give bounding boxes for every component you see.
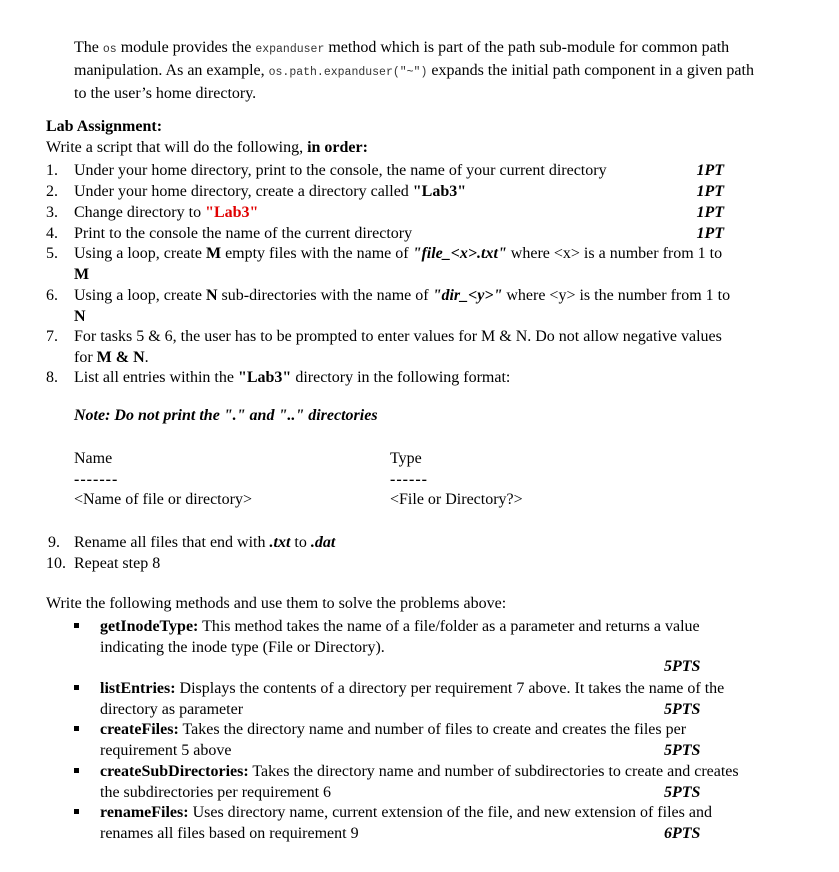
method-desc: This method takes the name of a file/folder as a parameter and returns a value indicating the inode type (File or Directory). — [100, 618, 700, 656]
task-number: 5. — [46, 245, 58, 262]
column-dash-name: ------- — [74, 471, 119, 488]
task-number: 7. — [46, 328, 58, 345]
task-text-part: where <x> is a number from 1 to — [506, 245, 723, 262]
methods-intro: Write the following methods and use them to solve the problems above: — [46, 595, 507, 612]
note-text: Note: Do not print the "." and ".." directories — [74, 407, 378, 424]
task-text-part: Using a loop, create — [74, 245, 206, 262]
var-m: M — [74, 266, 90, 283]
file-pattern: "file_<x>.txt" — [412, 245, 507, 262]
bullet-square-icon — [74, 623, 79, 628]
task-text-part: directory in the following format: — [291, 369, 511, 386]
intro-text: module provides the — [116, 39, 256, 56]
method-text — [100, 678, 740, 720]
task-number: 4. — [46, 225, 58, 242]
var-n: N — [74, 308, 86, 325]
os-code: os — [102, 43, 117, 56]
task-text-part: Using a loop, create — [74, 287, 206, 304]
task-text — [74, 202, 734, 223]
intro-text: method which is part of the path sub-module for common path manipulation. As an example, — [74, 39, 730, 79]
task-number: 8. — [46, 369, 58, 386]
task-number: 1. — [46, 162, 58, 179]
column-dash-type: ------ — [390, 471, 428, 488]
task-number: 9. — [48, 534, 60, 551]
bullet-square-icon — [74, 768, 79, 773]
method-desc: Takes the directory name and number of subdirectories to create and creates the subdirectories per requirement 6 — [100, 763, 739, 801]
task-points: 1PT — [696, 183, 724, 200]
method-text — [100, 761, 740, 803]
lab3-name: "Lab3" — [237, 369, 292, 386]
task-text — [74, 532, 734, 553]
task-text-part: to — [290, 534, 311, 551]
task-points: 1PT — [696, 204, 724, 221]
task-text-part: List all entries within the — [74, 369, 238, 386]
var-m-n: M & N — [96, 349, 145, 366]
bullet-square-icon — [74, 809, 79, 814]
task-text-part: . — [144, 349, 149, 366]
var-n: N — [205, 287, 218, 304]
task-points: 1PT — [696, 162, 724, 179]
method-text — [100, 802, 740, 844]
task-number: 6. — [46, 287, 58, 304]
bullet-square-icon — [74, 726, 79, 731]
example-code: os.path.expanduser("~") — [268, 66, 428, 79]
var-m: M — [205, 245, 222, 262]
lab3-name-red: "Lab3" — [205, 204, 259, 221]
method-name: listEntries: — [100, 680, 176, 697]
task-text — [74, 285, 734, 327]
ext-dat: .dat — [310, 534, 336, 551]
method-text — [100, 719, 740, 761]
column-header-name: Name — [74, 450, 113, 467]
column-value-type: <File or Directory?> — [390, 491, 523, 508]
lab-intro — [46, 139, 368, 157]
task-text: Print to the console the name of the current directory — [74, 225, 413, 242]
bullet-square-icon — [74, 685, 79, 690]
task-text-part: For tasks 5 & 6, the user has to be prompted to enter values for M & N. Do not allow negative values for — [74, 328, 722, 366]
intro-paragraph — [74, 37, 764, 104]
lab3-name: "Lab3" — [412, 183, 467, 200]
method-points: 5PTS — [664, 784, 701, 801]
task-number: 10. — [46, 555, 66, 572]
method-name: createFiles: — [100, 721, 179, 738]
intro-text: expands the initial path component in a given path to the user’s home directory. — [74, 62, 754, 102]
task-text: Under your home directory, print to the console, the name of your current directory — [74, 162, 607, 179]
lab-title: Lab Assignment: — [46, 118, 163, 135]
lab-intro-text: Write a script that will do the following, — [46, 139, 308, 156]
ext-txt: .txt — [269, 534, 291, 551]
dir-pattern: "dir_<y>" — [432, 287, 503, 304]
task-text-part: Change directory to — [74, 204, 206, 221]
task-text — [74, 181, 734, 202]
lab-intro-bold: in order: — [307, 139, 368, 156]
task-points: 1PT — [696, 225, 724, 242]
column-header-type: Type — [390, 450, 422, 467]
method-points: 5PTS — [664, 658, 701, 675]
task-text — [74, 367, 734, 388]
method-points: 6PTS — [664, 825, 701, 842]
method-name: getInodeType: — [100, 618, 199, 635]
method-points: 5PTS — [664, 701, 701, 718]
column-value-name: <Name of file or directory> — [74, 491, 252, 508]
method-points: 5PTS — [664, 742, 701, 759]
method-desc: Takes the directory name and number of files to create and creates the files per requirement 5 above — [100, 721, 687, 759]
expanduser-code: expanduser — [255, 43, 325, 56]
task-text-part: Rename all files that end with — [74, 534, 270, 551]
task-number: 3. — [46, 204, 58, 221]
method-name: renameFiles: — [100, 804, 189, 821]
task-text — [74, 326, 734, 368]
method-name: createSubDirectories: — [100, 763, 249, 780]
task-text-part: where <y> is the number from 1 to — [502, 287, 731, 304]
task-text-part: empty files with the name of — [221, 245, 413, 262]
task-number: 2. — [46, 183, 58, 200]
task-text-part: Under your home directory, create a directory called — [74, 183, 413, 200]
task-text — [74, 243, 734, 285]
task-text: Repeat step 8 — [74, 555, 161, 572]
task-text-part: sub-directories with the name of — [217, 287, 433, 304]
method-text — [100, 616, 740, 658]
method-desc: Displays the contents of a directory per requirement 7 above. It takes the name of the directory as parameter — [100, 680, 725, 718]
intro-text: The — [74, 39, 103, 56]
method-desc: Uses directory name, current extension of the file, and new extension of files and renames all files based on requirement 9 — [100, 804, 712, 842]
